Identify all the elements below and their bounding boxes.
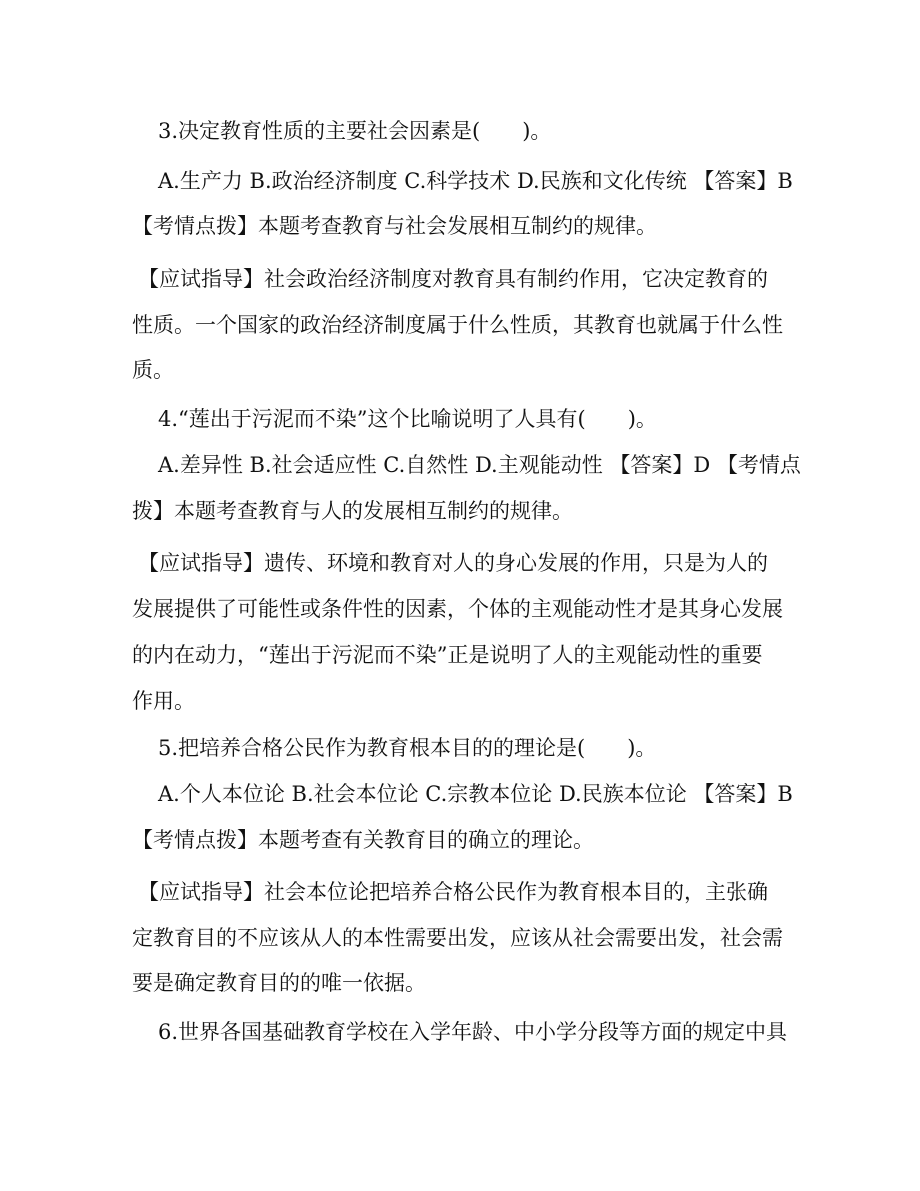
question-3-analysis: 【考情点拨】本题考查教育与社会发展相互制约的规律。 [132,214,657,238]
question-3-options-answer: A.生产力 B.政治经济制度 C.科学技术 D.民族和文化传统 【答案】B [158,169,793,193]
question-4-analysis: 拨】本题考查教育与人的发展相互制约的规律。 [132,499,573,523]
question-5-stem: 5.把培养合格公民作为教育根本目的的理论是( )。 [158,736,657,760]
question-3-guidance-line-1: 【应试指导】社会政治经济制度对教育具有制约作用，它决定教育的 [138,267,768,291]
question-4-options-answer: A.差异性 B.社会适应性 C.自然性 D.主观能动性 【答案】D 【考情点 [158,453,801,477]
question-4-guidance-line-3: 的内在动力，“莲出于污泥而不染”正是说明了人的主观能动性的重要 [132,643,763,667]
question-4-guidance-line-1: 【应试指导】遗传、环境和教育对人的身心发展的作用，只是为人的 [138,551,768,575]
question-5-guidance-line-1: 【应试指导】社会本位论把培养合格公民作为教育根本目的，主张确 [138,880,768,904]
question-3-guidance-line-2: 性质。一个国家的政治经济制度属于什么性质，其教育也就属于什么性 [132,313,783,337]
question-3-stem: 3.决定教育性质的主要社会因素是( )。 [158,119,552,143]
question-5-analysis: 【考情点拨】本题考查有关教育目的确立的理论。 [132,828,594,852]
question-4-guidance-line-2: 发展提供了可能性或条件性的因素，个体的主观能动性才是其身心发展 [132,597,783,621]
question-5-options-answer: A.个人本位论 B.社会本位论 C.宗教本位论 D.民族本位论 【答案】B [158,782,793,806]
question-4-stem: 4.“莲出于污泥而不染”这个比喻说明了人具有( )。 [158,407,657,431]
question-4-guidance-line-4: 作用。 [132,689,195,713]
question-6-stem: 6.世界各国基础教育学校在入学年龄、中小学分段等方面的规定中具 [158,1020,788,1044]
question-5-guidance-line-3: 要是确定教育目的的唯一依据。 [132,971,426,995]
question-3-guidance-line-3: 质。 [132,358,174,382]
question-5-guidance-line-2: 定教育目的不应该从人的本性需要出发，应该从社会需要出发，社会需 [132,926,783,950]
